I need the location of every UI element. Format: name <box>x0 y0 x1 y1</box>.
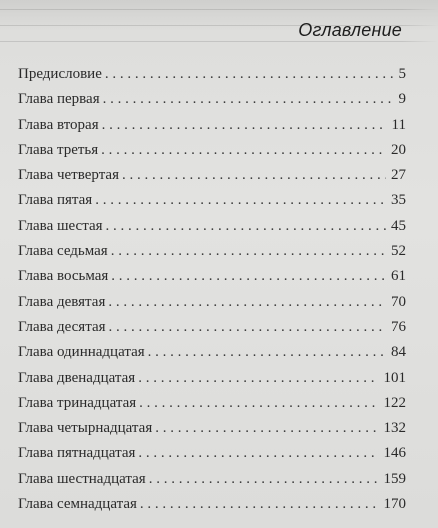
toc-entry <box>18 366 406 391</box>
toc-entry-title: Глава шестнадцатая <box>18 470 146 487</box>
toc-entry <box>18 467 406 492</box>
toc-entry-title: Глава четвертая <box>18 167 119 184</box>
dot-leader <box>122 163 386 188</box>
toc-entry <box>18 290 406 315</box>
toc-entry <box>18 416 406 441</box>
dot-leader <box>103 87 394 112</box>
toc-entry <box>18 163 406 188</box>
toc-entry-page: 35 <box>391 192 406 209</box>
toc-entry-title: Глава семнадцатая <box>18 496 137 513</box>
toc-entry-title: Глава восьмая <box>18 268 109 285</box>
toc-entry-page: 9 <box>398 91 406 108</box>
toc-entry-page: 11 <box>391 116 406 133</box>
toc-entry <box>18 188 406 213</box>
dot-leader <box>95 188 386 213</box>
toc-entry-title: Глава первая <box>18 91 100 108</box>
toc-entry-page: 61 <box>391 268 406 285</box>
dot-leader <box>102 113 387 138</box>
dot-leader <box>106 214 386 239</box>
toc-entry-page: 84 <box>391 344 406 361</box>
toc-entry-title: Глава десятая <box>18 318 106 335</box>
toc-entry-page: 159 <box>383 470 406 487</box>
toc-heading: Оглавление <box>298 20 402 40</box>
dot-leader <box>139 391 378 416</box>
dot-leader <box>140 492 379 517</box>
dot-leader <box>101 138 386 163</box>
toc-entry-title: Глава пятнадцатая <box>18 445 136 462</box>
toc-entry-title: Глава вторая <box>18 116 99 133</box>
toc-entry-title: Глава тринадцатая <box>18 394 137 411</box>
toc-entry-page: 76 <box>391 318 406 335</box>
dot-leader <box>155 416 378 441</box>
toc-entry-title: Глава одиннадцатая <box>18 344 145 361</box>
toc-entry-title: Глава девятая <box>18 293 106 310</box>
toc-entry-page: 5 <box>398 66 406 82</box>
dot-leader <box>138 441 378 466</box>
toc-entry-title: Глава пятая <box>18 192 93 209</box>
toc-entry <box>18 138 406 163</box>
toc-entry <box>18 214 406 239</box>
toc-entry-page: 122 <box>383 394 406 411</box>
toc-entry <box>18 340 406 365</box>
toc-entry <box>18 62 406 87</box>
toc-entry <box>18 87 406 112</box>
toc-entry-page: 146 <box>383 445 406 462</box>
toc-entry-title: Глава седьмая <box>18 243 108 260</box>
dot-leader <box>111 264 386 289</box>
dot-leader <box>109 315 387 340</box>
toc-entry <box>18 441 406 466</box>
toc-entry-page: 27 <box>391 167 406 184</box>
dot-leader <box>111 239 386 264</box>
toc-entry-page: 170 <box>383 496 406 513</box>
toc-entry-page: 45 <box>391 217 406 234</box>
toc-entry-title: Предисловие <box>18 66 102 82</box>
toc-entry <box>18 264 406 289</box>
toc-entry-page: 52 <box>391 243 406 260</box>
dot-leader <box>105 62 394 87</box>
toc-entry-title: Глава шестая <box>18 217 103 234</box>
toc-entry-page: 20 <box>391 141 406 158</box>
dot-leader <box>138 366 378 391</box>
toc-entry-page: 132 <box>383 420 406 437</box>
toc-entry-title: Глава двенадцатая <box>18 369 136 386</box>
toc-entry <box>18 315 406 340</box>
toc-entry <box>18 239 406 264</box>
dot-leader <box>108 290 386 315</box>
toc-entry <box>18 492 406 517</box>
dot-leader <box>148 340 386 365</box>
toc-entry <box>18 113 406 138</box>
dot-leader <box>149 467 379 492</box>
table-of-contents <box>18 62 406 517</box>
toc-entry-title: Глава четырнадцатая <box>18 420 153 437</box>
toc-entry-page: 70 <box>391 293 406 310</box>
toc-entry-page: 101 <box>383 369 406 386</box>
toc-entry <box>18 391 406 416</box>
toc-entry-title: Глава третья <box>18 141 99 158</box>
